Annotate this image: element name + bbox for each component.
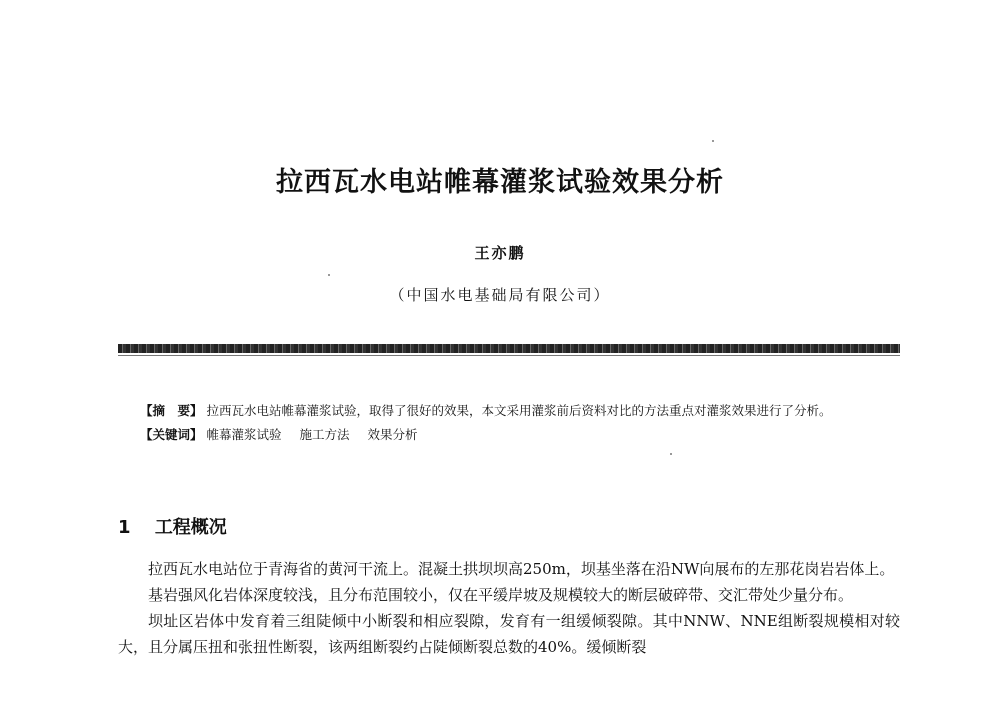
body-paragraph: 基岩强风化岩体深度较浅，且分布范围较小，仅在平缓岸坡及规模较大的断层破碎带、交汇带处少量分布。 [148, 586, 854, 604]
abstract-text: 拉西瓦水电站帷幕灌浆试验，取得了很好的效果，本文采用灌浆前后资料对比的方法重点对灌浆效果进行了分析。 [206, 403, 832, 418]
author-name: 王亦鹏 [474, 244, 526, 262]
header-divider-thin [118, 355, 900, 356]
paper-title: 拉西瓦水电站帷幕灌浆试验效果分析 [276, 167, 724, 198]
body-paragraph: 拉西瓦水电站位于青海省的黄河干流上。混凝土拱坝坝高250m，坝基坐落在沿NW向展布的左那花岗岩岩体上。 [148, 560, 895, 578]
scan-speck [670, 453, 672, 455]
header-divider [118, 344, 900, 353]
abstract-row [140, 400, 882, 422]
section-title: 工程概况 [154, 517, 227, 538]
keywords-row [140, 424, 882, 446]
keyword-item: 施工方法 [299, 427, 350, 442]
keyword-item: 效果分析 [367, 427, 418, 442]
body-text [118, 556, 900, 660]
keywords-label: 【关键词】 [140, 427, 203, 442]
abstract-block [140, 400, 882, 446]
section-number: 1 [118, 517, 131, 538]
body-paragraph: 坝址区岩体中发育着三组陡倾中小断裂和相应裂隙，发育有一组缓倾裂隙。其中NNW、NNE组断裂规模相对较大，且分属压扭和张扭性断裂，该两组断裂约占陡倾断裂总数的40%。缓倾断裂 [118, 612, 900, 656]
author-affiliation: （中国水电基础局有限公司） [389, 286, 611, 304]
scan-speck [328, 274, 330, 276]
keyword-item: 帷幕灌浆试验 [206, 427, 282, 442]
section-heading [118, 513, 227, 539]
abstract-label: 【摘 要】 [140, 403, 203, 418]
scan-speck [712, 140, 714, 142]
